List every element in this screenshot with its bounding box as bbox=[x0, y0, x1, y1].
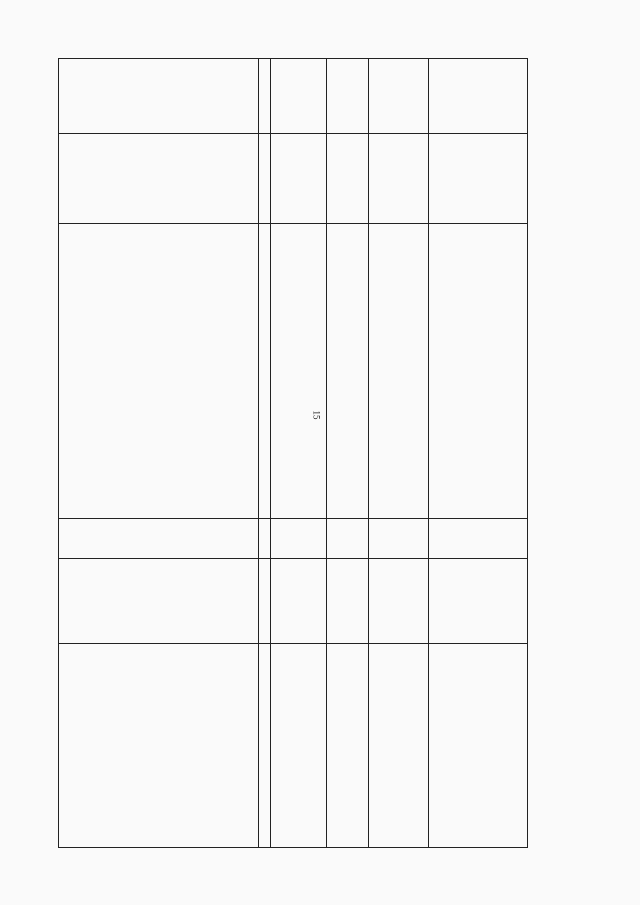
col-divider bbox=[58, 223, 528, 224]
row-title bbox=[369, 135, 427, 221]
row-years bbox=[369, 520, 427, 556]
row-title bbox=[271, 135, 325, 221]
row-results bbox=[429, 645, 526, 845]
program-table bbox=[58, 58, 528, 848]
col-divider bbox=[58, 558, 528, 559]
row-label bbox=[429, 60, 526, 132]
row-executor bbox=[429, 560, 526, 640]
page-number: 15 bbox=[311, 410, 322, 420]
row-executor bbox=[60, 560, 256, 640]
row-label bbox=[271, 60, 325, 132]
row-years bbox=[60, 520, 256, 556]
row-years bbox=[327, 520, 367, 556]
row-measures bbox=[271, 225, 325, 515]
row-title bbox=[429, 135, 526, 221]
row-executor bbox=[271, 560, 325, 640]
table-border-top bbox=[58, 58, 528, 59]
row-title bbox=[327, 135, 367, 221]
row-executor bbox=[327, 560, 367, 640]
row-measures bbox=[429, 225, 526, 515]
row-measures bbox=[369, 225, 427, 515]
row-results bbox=[60, 645, 256, 845]
row-label bbox=[327, 60, 367, 132]
row-results bbox=[369, 645, 427, 845]
col-divider bbox=[58, 133, 528, 134]
col-divider bbox=[58, 643, 528, 644]
table-border-bottom bbox=[58, 847, 528, 848]
row-results bbox=[327, 645, 367, 845]
col-divider bbox=[58, 518, 528, 519]
row-measures bbox=[327, 225, 367, 515]
row-measures bbox=[60, 225, 256, 515]
table-border-right bbox=[527, 58, 528, 848]
row-label bbox=[369, 60, 427, 132]
row-title bbox=[60, 135, 256, 221]
row-label bbox=[60, 60, 256, 132]
subprogram-header bbox=[259, 60, 270, 846]
row-executor bbox=[369, 560, 427, 640]
row-years bbox=[429, 520, 526, 556]
table-border-left bbox=[58, 58, 59, 848]
row-years bbox=[271, 520, 325, 556]
row-results bbox=[271, 645, 325, 845]
